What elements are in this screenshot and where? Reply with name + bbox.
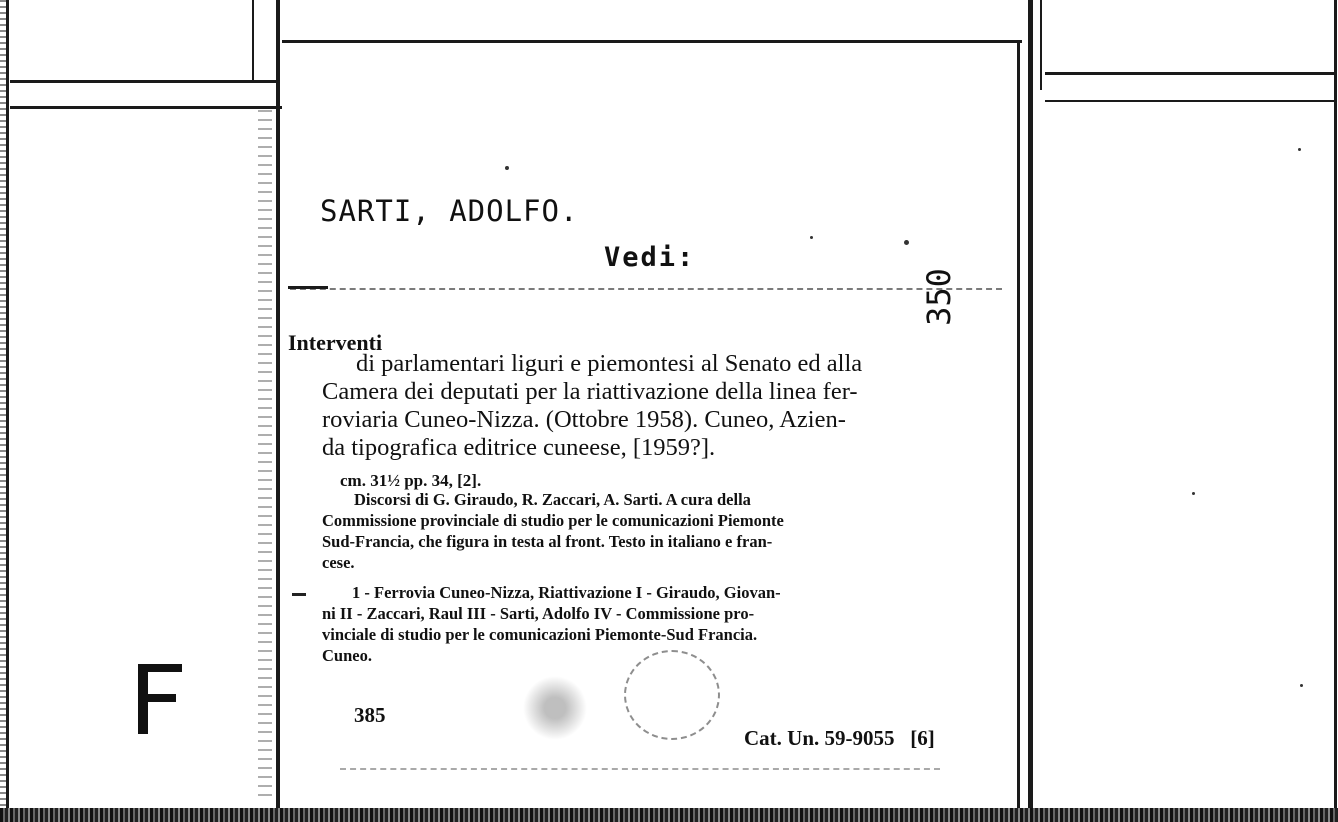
tracings <box>322 582 781 666</box>
left-card-dotted-margin <box>258 110 272 800</box>
notes-line: Commissione provinciale di studio per le comunicazioni Piemonte <box>322 511 784 530</box>
notes <box>322 489 784 573</box>
left-edge-dotted-texture <box>0 0 6 808</box>
left-edge-line <box>6 0 9 812</box>
bottom-border-strip <box>0 808 1338 822</box>
speck <box>904 240 909 245</box>
notes-line: Sud-Francia, che figura in testa al front. Testo in italiano e fran- <box>322 532 773 551</box>
catalog-reference: Cat. Un. 59-9055 [6] <box>744 726 935 750</box>
entry-body <box>322 350 862 462</box>
tracing-line: ni II - Zaccari, Raul III - Sarti, Adolfo IV - Commissione pro- <box>322 604 755 623</box>
card-number: 385 <box>354 703 386 727</box>
dashed-separator <box>290 288 1002 290</box>
punch-hole <box>624 650 720 740</box>
main-card-top-rule <box>282 40 1022 43</box>
body-line: roviaria Cuneo-Nizza. (Ottobre 1958). Cuneo, Azien- <box>322 406 846 433</box>
stamp-number: 350 <box>919 268 958 326</box>
bottom-dashed-rule <box>340 768 940 770</box>
side-letter-f <box>130 660 190 740</box>
left-card-rule-2 <box>10 106 282 109</box>
main-card-right-edge <box>1017 42 1020 812</box>
right-card-rule-2 <box>1045 100 1335 102</box>
separator-start <box>288 286 328 289</box>
card-heading: SARTI, ADOLFO. <box>320 194 579 228</box>
tracing-line: vinciale di studio per le comunicazioni Piemonte-Sud Francia. <box>322 625 758 644</box>
speck <box>810 236 813 239</box>
left-card-top-rule <box>10 80 276 83</box>
speck <box>1300 684 1303 687</box>
speck <box>505 166 509 170</box>
collation: cm. 31½ pp. 34, [2]. <box>340 471 482 490</box>
notes-line: Discorsi di G. Giraudo, R. Zaccari, A. Sarti. A cura della <box>354 490 751 509</box>
notes-line: cese. <box>322 553 355 572</box>
body-line: di parlamentari liguri e piemontesi al Senato ed alla <box>356 350 863 377</box>
smudge <box>520 668 590 748</box>
tracing-line: Cuneo. <box>322 646 372 665</box>
right-edge-line <box>1334 0 1337 812</box>
tracing-dash-mark <box>292 593 306 596</box>
right-card-left-edge <box>1028 0 1033 812</box>
speck <box>1298 148 1301 151</box>
speck <box>1192 492 1195 495</box>
left-card-right-edge <box>276 0 280 812</box>
right-card-top-rule <box>1045 72 1335 75</box>
right-card-left-edge-2 <box>1040 0 1042 90</box>
tracing-line: 1 - Ferrovia Cuneo-Nizza, Riattivazione I - Giraudo, Giovan- <box>352 583 781 602</box>
see-reference: Vedi: <box>604 242 696 273</box>
left-card-inner-edge <box>252 0 254 82</box>
entry-title: Interventi <box>288 330 383 355</box>
body-line: da tipografica editrice cuneese, [1959?]. <box>322 434 716 461</box>
body-line: Camera dei deputati per la riattivazione della linea fer- <box>322 378 858 405</box>
